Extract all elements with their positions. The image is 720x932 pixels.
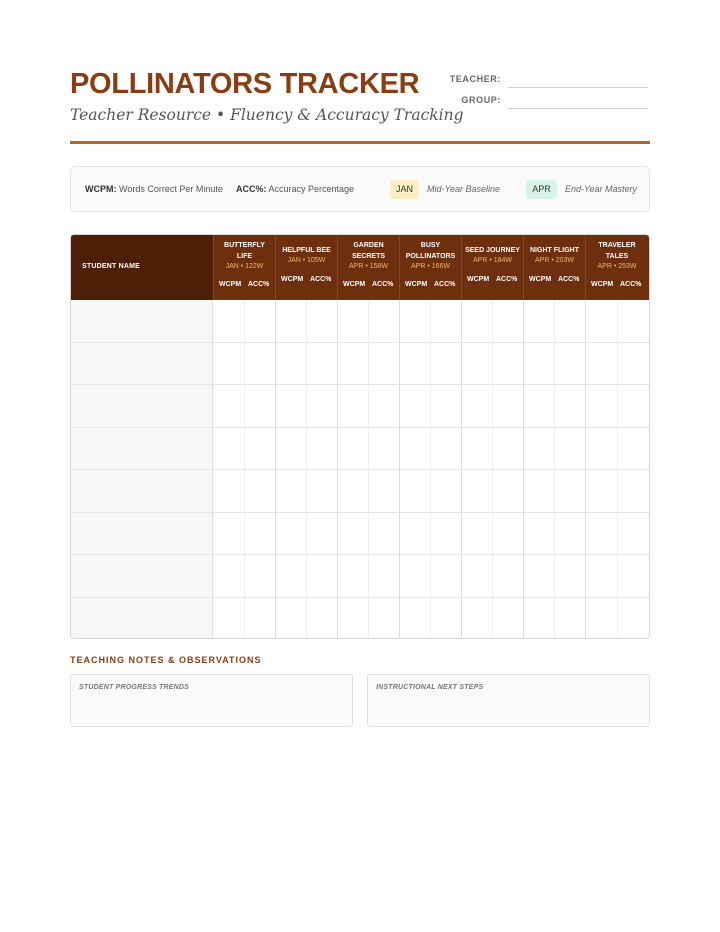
column-divider (337, 555, 338, 597)
metric-divider (492, 470, 493, 512)
wcpm-cell[interactable] (585, 343, 617, 385)
acc-cell[interactable] (430, 470, 461, 512)
acc-cell[interactable] (554, 555, 585, 597)
wcpm-cell[interactable] (523, 598, 554, 640)
acc-cell[interactable] (617, 300, 649, 342)
wcpm-cell[interactable] (461, 555, 492, 597)
table-body (71, 300, 650, 639)
metric-divider (244, 428, 245, 470)
acc-cell[interactable] (492, 513, 523, 555)
metric-divider (368, 598, 369, 640)
column-header (337, 235, 399, 300)
wcpm-cell[interactable] (275, 343, 306, 385)
wcpm-cell[interactable] (399, 300, 430, 342)
acc-cell[interactable] (244, 470, 275, 512)
wcpm-cell[interactable] (213, 470, 244, 512)
wcpm-cell[interactable] (399, 385, 430, 427)
wcpm-cell[interactable] (275, 555, 306, 597)
wcpm-cell[interactable] (523, 385, 554, 427)
metric-divider (244, 300, 245, 342)
metric-divider (492, 343, 493, 385)
wcpm-cell[interactable] (461, 385, 492, 427)
column-divider (275, 470, 276, 512)
wcpm-cell[interactable] (585, 428, 617, 470)
wcpm-cell[interactable] (337, 428, 368, 470)
acc-cell[interactable] (617, 555, 649, 597)
acc-cell[interactable] (306, 470, 337, 512)
column-divider (461, 555, 462, 597)
acc-cell[interactable] (492, 598, 523, 640)
notes-box-progress-trends[interactable] (70, 674, 353, 727)
wcpm-cell[interactable] (275, 470, 306, 512)
wcpm-cell[interactable] (337, 513, 368, 555)
student-name-cell[interactable] (71, 385, 213, 427)
acc-cell[interactable] (554, 598, 585, 640)
apr-desc: End-Year Mastery (565, 184, 638, 194)
column-subtitle: APR • 203W (534, 257, 575, 264)
legend-acc-key: ACC%: (236, 184, 267, 194)
column-divider (523, 555, 524, 597)
wcpm-cell[interactable] (461, 513, 492, 555)
table-row (71, 300, 650, 343)
wcpm-cell[interactable] (523, 555, 554, 597)
wcpm-cell[interactable] (275, 300, 306, 342)
column-divider (275, 428, 276, 470)
acc-cell[interactable] (244, 513, 275, 555)
wcpm-cell[interactable] (399, 470, 430, 512)
acc-cell[interactable] (430, 385, 461, 427)
student-name-cell[interactable] (71, 470, 213, 512)
acc-cell[interactable] (554, 300, 585, 342)
column-divider (275, 555, 276, 597)
column-divider (337, 598, 338, 640)
student-name-cell[interactable] (71, 513, 213, 555)
wcpm-label: WCPM (467, 276, 490, 283)
wcpm-label: WCPM (343, 281, 366, 288)
metric-divider (617, 428, 618, 470)
metric-divider (368, 555, 369, 597)
metric-divider (368, 428, 369, 470)
acc-cell[interactable] (617, 428, 649, 470)
wcpm-cell[interactable] (585, 598, 617, 640)
column-subtitle: APR • 184W (472, 257, 513, 264)
wcpm-cell[interactable] (275, 385, 306, 427)
column-divider (399, 343, 400, 385)
table-row (71, 385, 650, 428)
acc-cell[interactable] (368, 385, 399, 427)
wcpm-cell[interactable] (337, 385, 368, 427)
teacher-field[interactable] (508, 87, 648, 88)
metric-divider (554, 598, 555, 640)
metric-divider (430, 343, 431, 385)
wcpm-cell[interactable] (213, 428, 244, 470)
table-row (71, 343, 650, 386)
column-divider (275, 343, 276, 385)
metric-divider (554, 513, 555, 555)
metric-divider (617, 470, 618, 512)
acc-cell[interactable] (306, 300, 337, 342)
table-header (71, 235, 650, 300)
metric-divider (617, 300, 618, 342)
column-header (213, 235, 275, 300)
student-name-header (71, 235, 213, 300)
acc-label: ACC% (248, 281, 270, 288)
acc-cell[interactable] (368, 513, 399, 555)
metric-divider (306, 428, 307, 470)
acc-cell[interactable] (617, 343, 649, 385)
column-divider (337, 343, 338, 385)
metric-divider (554, 555, 555, 597)
column-subtitle: APR • 253W (597, 263, 637, 270)
wcpm-cell[interactable] (585, 555, 617, 597)
wcpm-cell[interactable] (399, 428, 430, 470)
column-divider (585, 300, 586, 342)
column-divider (337, 300, 338, 342)
column-title: SEED JOURNEY (465, 247, 520, 254)
column-title: HELPFUL BEE (282, 247, 331, 254)
acc-cell[interactable] (306, 555, 337, 597)
wcpm-cell[interactable] (275, 598, 306, 640)
metric-divider (306, 513, 307, 555)
wcpm-cell[interactable] (461, 300, 492, 342)
acc-cell[interactable] (554, 513, 585, 555)
column-divider (461, 428, 462, 470)
notes-section-title: TEACHING NOTES & OBSERVATIONS (70, 655, 262, 665)
column-divider (461, 300, 462, 342)
metric-divider (430, 385, 431, 427)
column-title: NIGHT FLIGHT (530, 247, 579, 254)
table-row (71, 555, 650, 598)
column-title: GARDEN (353, 242, 384, 249)
acc-label: ACC% (434, 281, 456, 288)
group-label: GROUP: (461, 95, 501, 105)
notes-box-next-steps-label: INSTRUCTIONAL NEXT STEPS (376, 684, 484, 691)
acc-cell[interactable] (617, 513, 649, 555)
column-title: BUSY (420, 242, 441, 249)
acc-cell[interactable] (244, 343, 275, 385)
metric-divider (368, 343, 369, 385)
column-subtitle: JAN • 105W (287, 257, 326, 264)
metric-divider (306, 300, 307, 342)
wcpm-cell[interactable] (523, 343, 554, 385)
wcpm-cell[interactable] (461, 428, 492, 470)
acc-cell[interactable] (368, 300, 399, 342)
acc-cell[interactable] (368, 598, 399, 640)
metric-divider (244, 385, 245, 427)
wcpm-cell[interactable] (213, 300, 244, 342)
wcpm-cell[interactable] (523, 428, 554, 470)
wcpm-cell[interactable] (523, 300, 554, 342)
acc-cell[interactable] (244, 300, 275, 342)
metric-divider (617, 385, 618, 427)
metric-divider (492, 300, 493, 342)
wcpm-cell[interactable] (585, 300, 617, 342)
acc-cell[interactable] (617, 598, 649, 640)
wcpm-cell[interactable] (213, 598, 244, 640)
column-divider (461, 343, 462, 385)
legend-wcpm-desc: Words Correct Per Minute (119, 184, 223, 194)
metric-divider (306, 343, 307, 385)
jan-desc: Mid-Year Baseline (427, 184, 501, 194)
column-subtitle: JAN • 122W (225, 263, 264, 270)
column-title: LIFE (236, 252, 253, 260)
metric-divider (617, 343, 618, 385)
column-divider (523, 428, 524, 470)
student-name-cell[interactable] (71, 343, 213, 385)
metric-divider (244, 343, 245, 385)
metric-divider (244, 470, 245, 512)
student-name-cell[interactable] (71, 555, 213, 597)
column-divider (275, 598, 276, 640)
wcpm-cell[interactable] (399, 513, 430, 555)
acc-cell[interactable] (430, 428, 461, 470)
column-divider (523, 385, 524, 427)
metric-divider (368, 300, 369, 342)
acc-cell[interactable] (244, 555, 275, 597)
metric-divider (368, 513, 369, 555)
legend-acc (236, 184, 354, 194)
column-title: BUTTERFLY (224, 242, 265, 249)
table-row (71, 428, 650, 471)
metric-divider (306, 555, 307, 597)
wcpm-cell[interactable] (337, 598, 368, 640)
wcpm-cell[interactable] (275, 428, 306, 470)
student-name-cell[interactable] (71, 598, 213, 640)
acc-label: ACC% (558, 276, 580, 283)
group-field[interactable] (508, 108, 648, 109)
column-title: SECRETS (351, 252, 386, 260)
column-divider (523, 343, 524, 385)
metric-divider (492, 598, 493, 640)
column-divider (275, 513, 276, 555)
metric-divider (368, 385, 369, 427)
column-divider (399, 385, 400, 427)
legend-wcpm (85, 184, 223, 194)
legend-box (70, 166, 650, 212)
acc-cell[interactable] (492, 428, 523, 470)
metric-divider (430, 470, 431, 512)
metric-divider (306, 598, 307, 640)
wcpm-cell[interactable] (461, 598, 492, 640)
column-divider (399, 300, 400, 342)
acc-label: ACC% (372, 281, 394, 288)
column-header (523, 235, 585, 300)
acc-cell[interactable] (368, 343, 399, 385)
wcpm-cell[interactable] (585, 470, 617, 512)
wcpm-cell[interactable] (399, 555, 430, 597)
column-divider (275, 300, 276, 342)
wcpm-label: WCPM (591, 281, 614, 288)
column-divider (399, 598, 400, 640)
acc-cell[interactable] (554, 470, 585, 512)
metric-divider (430, 598, 431, 640)
wcpm-cell[interactable] (337, 343, 368, 385)
acc-cell[interactable] (617, 470, 649, 512)
column-divider (399, 470, 400, 512)
acc-cell[interactable] (430, 343, 461, 385)
student-name-header-label: STUDENT NAME (82, 263, 141, 270)
table-row (71, 513, 650, 556)
notes-box-next-steps[interactable] (367, 674, 650, 727)
metric-divider (554, 428, 555, 470)
acc-cell[interactable] (430, 300, 461, 342)
metric-divider (617, 555, 618, 597)
acc-cell[interactable] (368, 470, 399, 512)
column-divider (585, 343, 586, 385)
column-divider (523, 513, 524, 555)
column-header (399, 235, 461, 300)
wcpm-cell[interactable] (523, 470, 554, 512)
column-divider (585, 555, 586, 597)
table-row (71, 470, 650, 513)
acc-label: ACC% (620, 281, 642, 288)
column-divider (523, 300, 524, 342)
wcpm-label: WCPM (219, 281, 242, 288)
column-divider (585, 598, 586, 640)
column-divider (399, 555, 400, 597)
page-title: POLLINATORS TRACKER (70, 68, 420, 100)
column-divider (461, 513, 462, 555)
wcpm-cell[interactable] (213, 343, 244, 385)
acc-cell[interactable] (368, 555, 399, 597)
metric-divider (306, 470, 307, 512)
column-title: TALES (605, 252, 629, 260)
wcpm-label: WCPM (529, 276, 552, 283)
column-divider (399, 428, 400, 470)
wcpm-cell[interactable] (399, 598, 430, 640)
metric-divider (244, 598, 245, 640)
metric-divider (368, 470, 369, 512)
student-name-cell[interactable] (71, 300, 213, 342)
metric-divider (554, 300, 555, 342)
wcpm-label: WCPM (281, 276, 304, 283)
column-divider (337, 513, 338, 555)
column-subtitle: APR • 166W (410, 263, 451, 270)
acc-cell[interactable] (492, 343, 523, 385)
acc-cell[interactable] (306, 598, 337, 640)
acc-cell[interactable] (492, 385, 523, 427)
notes-box-progress-trends-label: STUDENT PROGRESS TRENDS (79, 684, 189, 691)
metric-divider (492, 513, 493, 555)
column-divider (585, 385, 586, 427)
column-divider (523, 470, 524, 512)
teacher-label: TEACHER: (449, 74, 501, 84)
metric-divider (306, 385, 307, 427)
column-subtitle: APR • 158W (348, 263, 389, 270)
column-divider (399, 513, 400, 555)
metric-divider (492, 555, 493, 597)
metric-divider (492, 385, 493, 427)
column-divider (585, 428, 586, 470)
metric-divider (617, 598, 618, 640)
acc-cell[interactable] (430, 513, 461, 555)
wcpm-cell[interactable] (461, 343, 492, 385)
wcpm-cell[interactable] (213, 555, 244, 597)
acc-cell[interactable] (306, 385, 337, 427)
acc-cell[interactable] (554, 428, 585, 470)
metric-divider (244, 513, 245, 555)
metric-divider (554, 343, 555, 385)
acc-cell[interactable] (306, 428, 337, 470)
metric-divider (430, 300, 431, 342)
wcpm-cell[interactable] (585, 385, 617, 427)
wcpm-cell[interactable] (337, 470, 368, 512)
wcpm-cell[interactable] (213, 385, 244, 427)
column-divider (275, 385, 276, 427)
column-divider (585, 513, 586, 555)
wcpm-cell[interactable] (213, 513, 244, 555)
page-subtitle: Teacher Resource • Fluency & Accuracy Tracking (70, 106, 464, 124)
student-name-cell[interactable] (71, 428, 213, 470)
metric-divider (430, 513, 431, 555)
acc-cell[interactable] (492, 555, 523, 597)
acc-cell[interactable] (554, 343, 585, 385)
acc-cell[interactable] (306, 513, 337, 555)
acc-cell[interactable] (492, 470, 523, 512)
acc-cell[interactable] (244, 428, 275, 470)
metric-divider (617, 513, 618, 555)
wcpm-cell[interactable] (337, 555, 368, 597)
acc-cell[interactable] (244, 385, 275, 427)
acc-cell[interactable] (492, 300, 523, 342)
acc-cell[interactable] (244, 598, 275, 640)
header-rule (70, 141, 650, 144)
legend-acc-desc: Accuracy Percentage (268, 184, 355, 194)
wcpm-cell[interactable] (399, 343, 430, 385)
column-divider (461, 470, 462, 512)
column-divider (337, 428, 338, 470)
legend-wcpm-key: WCPM: (85, 184, 117, 194)
acc-cell[interactable] (306, 343, 337, 385)
wcpm-cell[interactable] (337, 300, 368, 342)
acc-cell[interactable] (430, 555, 461, 597)
column-divider (337, 385, 338, 427)
acc-cell[interactable] (617, 385, 649, 427)
column-header (585, 235, 648, 300)
wcpm-label: WCPM (405, 281, 428, 288)
metric-divider (554, 385, 555, 427)
wcpm-cell[interactable] (275, 513, 306, 555)
acc-cell[interactable] (368, 428, 399, 470)
wcpm-cell[interactable] (461, 470, 492, 512)
wcpm-cell[interactable] (585, 513, 617, 555)
acc-cell[interactable] (430, 598, 461, 640)
metric-divider (244, 555, 245, 597)
column-header (461, 235, 523, 300)
acc-label: ACC% (310, 276, 332, 283)
column-divider (461, 385, 462, 427)
apr-chip: APR (526, 180, 557, 199)
metric-divider (430, 428, 431, 470)
metric-divider (430, 555, 431, 597)
tracker-table (70, 234, 650, 639)
column-divider (461, 598, 462, 640)
jan-chip: JAN (390, 180, 419, 199)
acc-cell[interactable] (554, 385, 585, 427)
column-divider (585, 470, 586, 512)
column-divider (523, 598, 524, 640)
column-divider (337, 470, 338, 512)
column-header (275, 235, 337, 300)
column-title: POLLINATORS (405, 252, 456, 260)
table-row (71, 598, 650, 640)
column-title: TRAVELER (598, 242, 636, 249)
wcpm-cell[interactable] (523, 513, 554, 555)
acc-label: ACC% (496, 276, 518, 283)
metric-divider (554, 470, 555, 512)
metric-divider (492, 428, 493, 470)
